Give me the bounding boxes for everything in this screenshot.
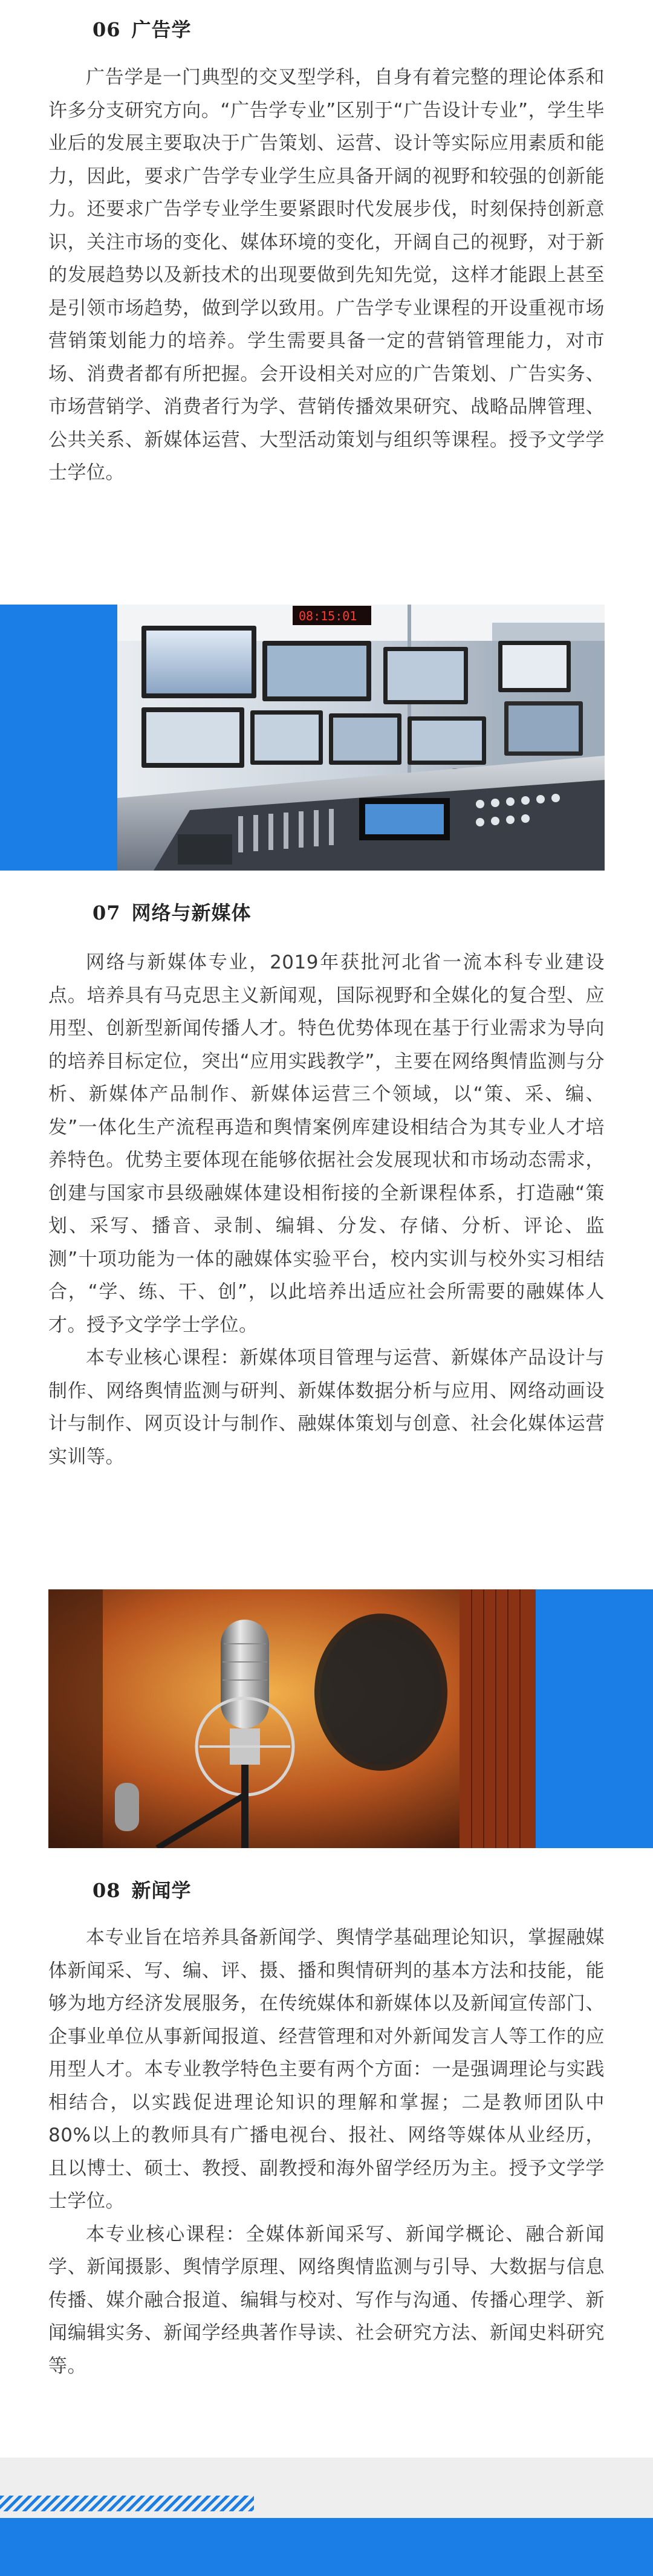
section-title-advertising	[93, 15, 192, 42]
section-body-network-new-media	[48, 946, 605, 1473]
microphone-photo	[48, 1589, 536, 1848]
section-title-network-new-media	[93, 898, 252, 926]
footer-blue-band	[0, 2518, 653, 2576]
section-number: 08	[93, 1879, 121, 1902]
paragraph: 网络与新媒体专业，2019年获批河北省一流本科专业建设点。培养具有马克思主义新闻观，国际视野和全媒化的复合型、应用型、创新型新闻传播人才。特色优势体现在基于行业需求为导向的培养目标定位，突出“应用实践教学”，主要在网络舆情监测与分析、新媒体产品制作、新媒体运营三个领域，以“策、采、编、发”一体化生产流程再造和舆情案例库建设相结合为其专业人才培养特色。优势主要体现在能够依据社会发展现状和市场动态需求，创建与国家市县级融媒体建设相衔接的全新课程体系，打造融“策划、采写、播音、录制、编辑、分发、存储、分析、评论、监测”十项功能为一体的融媒体实验平台，校内实训与校外实习相结合，“学、练、干、创”，以此培养出适应社会所需要的融媒体人才。授予文学学士学位。	[48, 952, 605, 1336]
section-heading: 新闻学	[131, 1879, 192, 1902]
section-heading: 广告学	[131, 18, 192, 41]
section-number: 07	[93, 901, 121, 924]
section-number: 06	[93, 18, 121, 41]
footer-stripes	[0, 2496, 254, 2511]
broadcast-studio-photo	[117, 605, 605, 871]
studio-clock-text: 08:15:01	[299, 609, 357, 623]
paragraph: 本专业核心课程：新媒体项目管理与运营、新媒体产品设计与制作、网络舆情监测与研判、新媒体数据分析与应用、网络动画设计与制作、网页设计与制作、融媒体策划与创意、社会化媒体运营实训等。	[48, 1347, 605, 1468]
section-body-advertising	[48, 61, 605, 490]
paragraph: 本专业核心课程：全媒体新闻采写、新闻学概论、融合新闻学、新闻摄影、舆情学原理、网络舆情监测与引导、大数据与信息传播、媒介融合报道、编辑与校对、写作与沟通、传播心理学、新闻编辑实务、新闻学经典著作导读、社会研究方法、新闻史料研究等。	[48, 2223, 605, 2377]
paragraph: 本专业旨在培养具备新闻学、舆情学基础理论知识，掌握融媒体新闻采、写、编、评、摄、播和舆情研判的基本方法和技能，能够为地方经济发展服务，在传统媒体和新媒体以及新闻宣传部门、企事业单位从事新闻报道、经营管理和对外新闻发言人等工作的应用型人才。本专业教学特色主要有两个方面：一是强调理论与实践相结合，以实践促进理论知识的理解和掌握；二是教师团队中80%以上的教师具有广播电视台、报社、网络等媒体从业经历，且以博士、硕士、教授、副教授和海外留学经历为主。授予文学学士学位。	[48, 1927, 605, 2212]
accent-bar	[536, 1589, 653, 1848]
section-heading: 网络与新媒体	[131, 901, 252, 924]
accent-bar	[0, 605, 117, 871]
section-title-journalism	[93, 1875, 192, 1903]
section-body-journalism	[48, 1921, 605, 2383]
paragraph: 广告学是一门典型的交叉型学科，自身有着完整的理论体系和许多分支研究方向。“广告学专业”区别于“广告设计专业”，学生毕业后的发展主要取决于广告策划、运营、设计等实际应用素质和能力，因此，要求广告学专业学生应具备开阔的视野和较强的创新能力。还要求广告学专业学生要紧跟时代发展步伐，时刻保持创新意识，关注市场的变化、媒体环境的变化，开阔自己的视野，对于新的发展趋势以及新技术的出现要做到先知先觉，这样才能跟上甚至是引领市场趋势，做到学以致用。广告学专业课程的开设重视市场营销策划能力的培养。学生需要具备一定的营销管理能力，对市场、消费者都有所把握。会开设相关对应的广告策划、广告实务、市场营销学、消费者行为学、营销传播效果研究、战略品牌管理、公共关系、新媒体运营、大型活动策划与组织等课程。授予文学学士学位。	[48, 67, 605, 484]
